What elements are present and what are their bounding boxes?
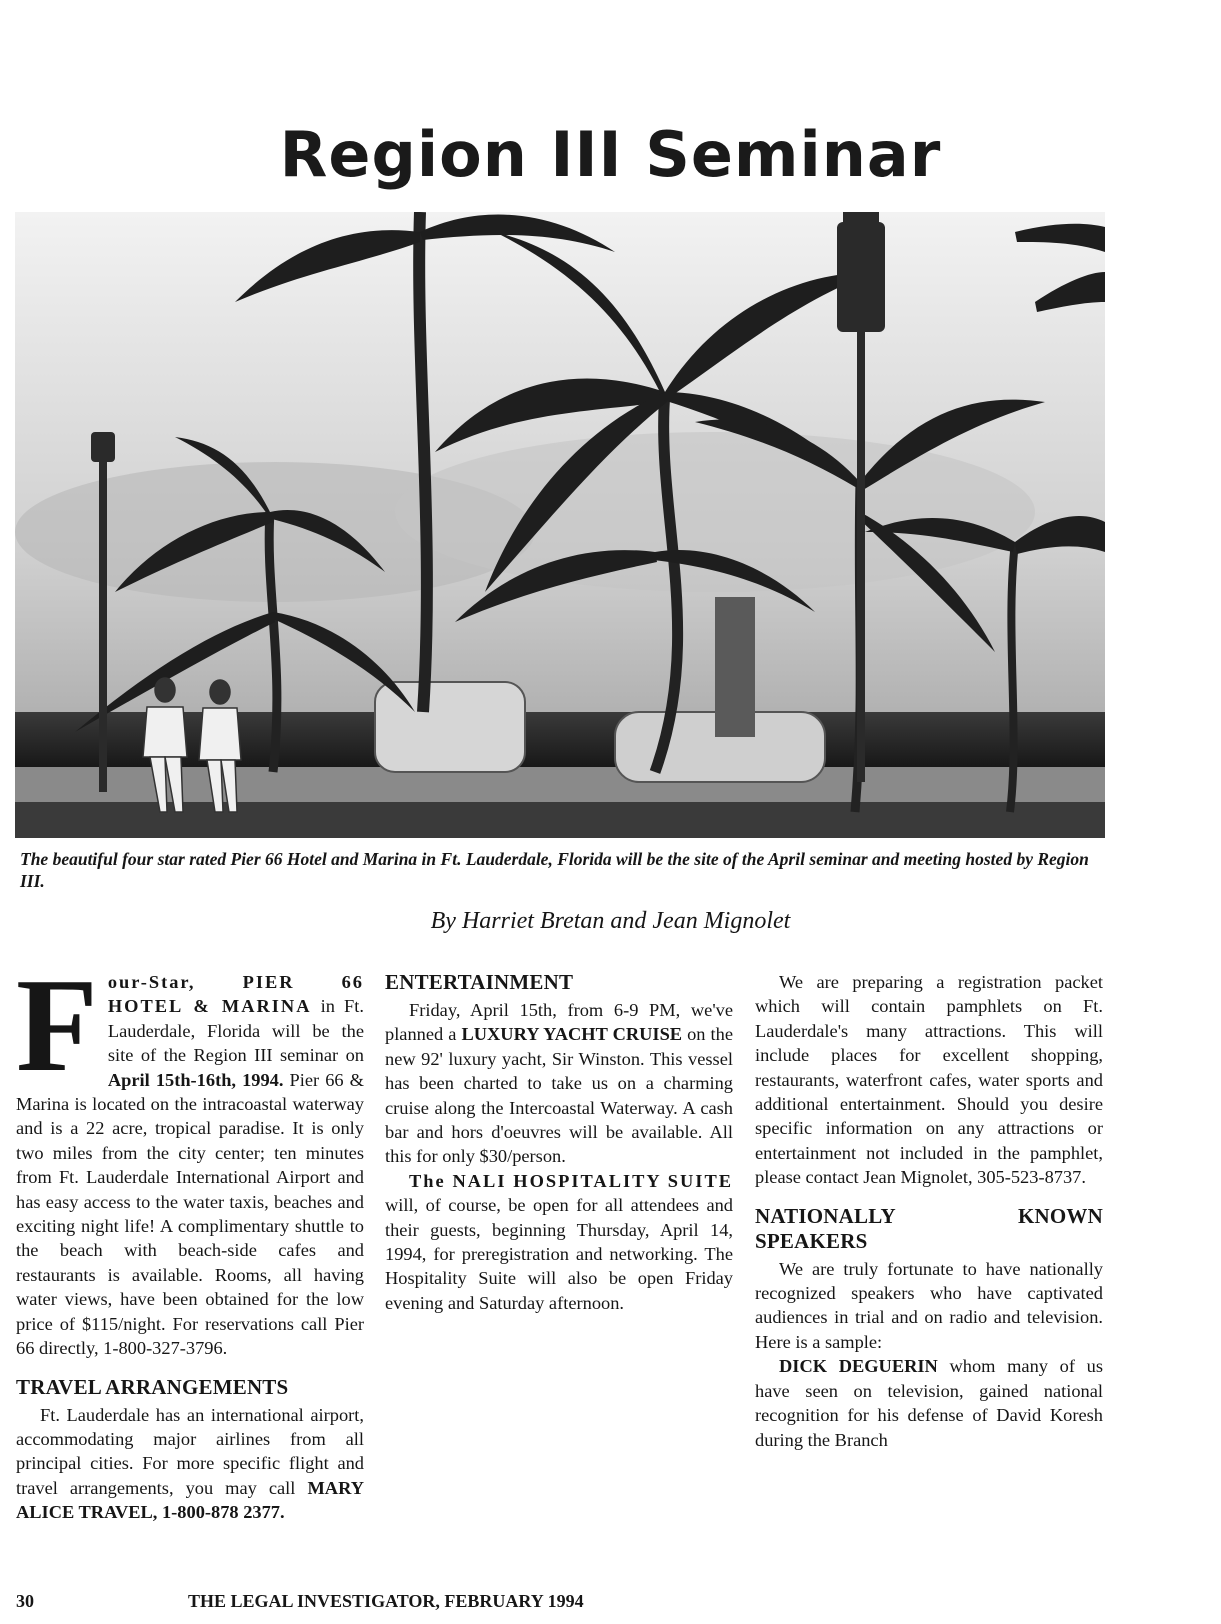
hospitality-paragraph: The NALI HOSPITALITY SUITE will, of course, be open for all attendees and their guests, beginning Thursday, April 14, 1994, for preregistration and networking. The Hospitality Suite will also be open Friday evening and Saturday afternoon. <box>385 1170 733 1313</box>
travel-paragraph: Ft. Lauderdale has an international airport, accommodating major airlines from all principal cities. For more specific flight and travel arrangements, you may call MARY ALICE TRAVEL, 1-800-878 2377. <box>16 1404 364 1523</box>
page-number: 30 <box>16 1591 34 1611</box>
seminar-dates: April 15th-16th, 1994. <box>107 1069 284 1090</box>
article-column-2 <box>385 970 733 1315</box>
intro-paragraph: Four-Star, PIER 66 HOTEL & MARINA in Ft. Lauderdale, Florida will be the site of the Region III seminar on April 15th-16th, 1994. Pier 66 & Marina is located on the intracoastal waterway and is a 22 acre, tropical paradise. It is only two miles from the city center; ten minutes from Ft. Lauderdale International Airport and has easy access to the water taxis, beaches and exciting night life! A complimentary shuttle to the beach with beach-side cafes and restaurants is available. Rooms, all having water views, have been obtained for the low price of $115/night. For reservations call Pier 66 directly, 1-800-327-3796. <box>16 951 364 1359</box>
photo-caption: The beautiful four star rated Pier 66 Hotel and Marina in Ft. Lauderdale, Florida will be the site of the April seminar and meeting hosted by Region III. <box>20 849 1089 891</box>
drop-cap: F <box>16 951 98 1099</box>
yacht-paragraph: Friday, April 15th, from 6-9 PM, we've planned a LUXURY YACHT CRUISE on the new 92' luxury yacht, Sir Winston. This vessel has been charted to take us on a charming cruise along the Intercoastal Waterway. A cash bar and hors d'oeuvres will be available. All this for only $30/person. <box>385 1000 734 1167</box>
speakers-heading: NATIONALLY KNOWN SPEAKERS <box>755 1203 1103 1253</box>
registration-paragraph: We are preparing a registration packet which will contain pamphlets on Ft. Lauderdale's many attractions. This will include places for excellent shopping, restaurants, waterfront cafes, water sports and additional entertainment. Should you desire specific information on any attractions or entertainment not included in the pamphlet, please contact Jean Mignolet, 305-523-8737. <box>755 972 1103 1188</box>
article-column-3 <box>755 970 1103 1452</box>
speaker-name: DICK DEGUERIN <box>779 1356 938 1377</box>
deguerin-paragraph: DICK DEGUERIN whom many of us have seen on television, gained national recognition for his defense of David Koresh during the Branch <box>755 1356 1103 1450</box>
photo-illustration <box>15 212 1105 838</box>
hotel-marina-photo <box>15 212 1105 838</box>
travel-agency: MARY ALICE TRAVEL, 1-800-878 2377. <box>16 1477 364 1523</box>
article-byline: By Harriet Bretan and Jean Mignolet <box>430 908 791 934</box>
publication-footer: THE LEGAL INVESTIGATOR, FEBRUARY 1994 <box>188 1591 584 1611</box>
article-title: Region III Seminar <box>279 118 942 191</box>
hospitality-suite: NALI HOSPITALITY SUITE <box>452 1170 733 1191</box>
intro-lead: our-Star, PIER 66 HOTEL & MARINA <box>107 972 364 1017</box>
travel-heading: TRAVEL ARRANGEMENTS <box>16 1374 289 1399</box>
speakers-paragraph: We are truly fortunate to have nationally recognized speakers who have captivated audiences in trial and on radio and television. Here is a sample: <box>755 1258 1103 1352</box>
article-column-1 <box>16 951 364 1525</box>
entertainment-heading: ENTERTAINMENT <box>385 970 574 994</box>
yacht-cruise: LUXURY YACHT CRUISE <box>461 1024 683 1045</box>
